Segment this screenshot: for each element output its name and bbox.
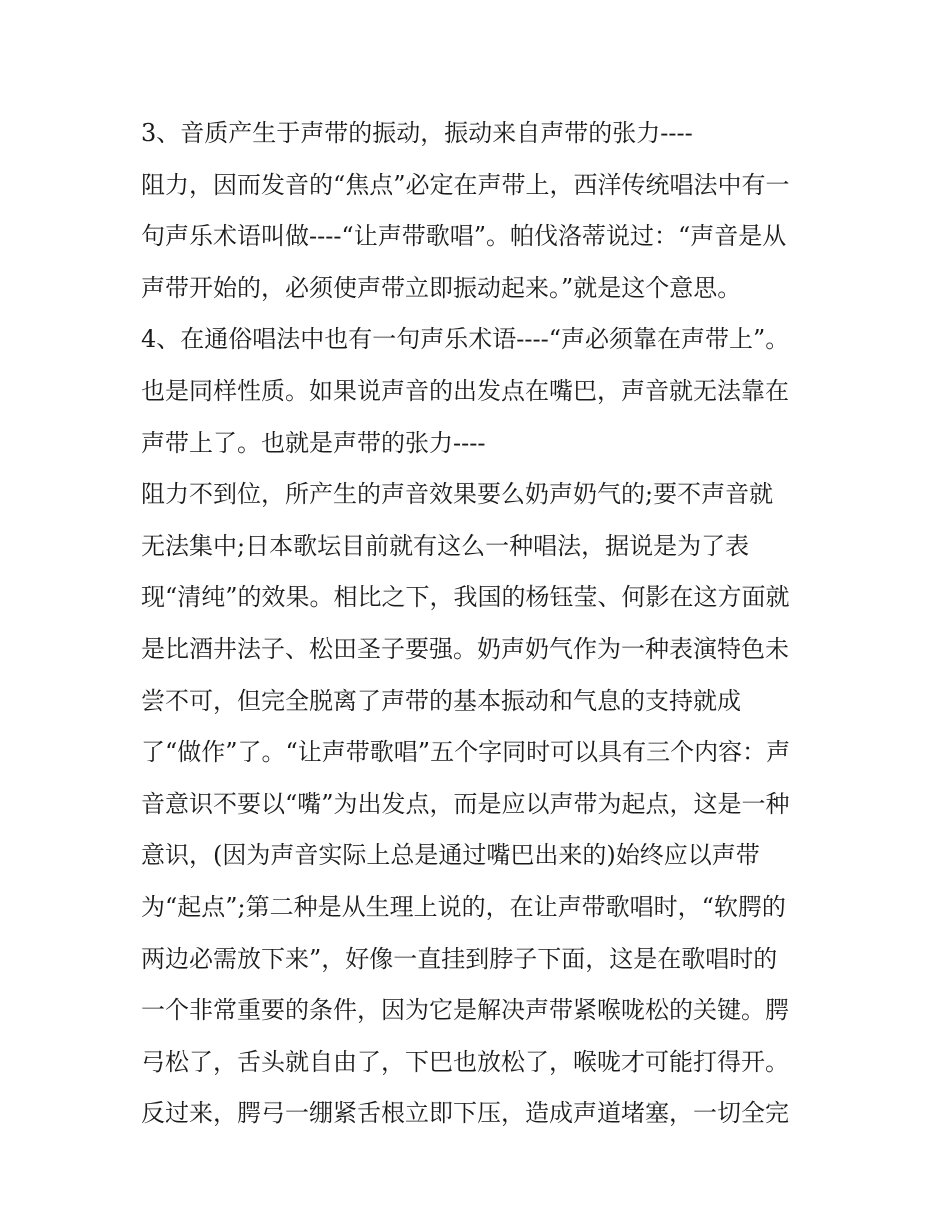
body-text xyxy=(141,108,821,1140)
text-line-10: 现“清纯”的效果。相比之下，我国的杨钰莹、何影在这方面就 xyxy=(141,583,790,612)
text-line-13: 了“做作”了。“让声带歌唱”五个字同时可以具有三个内容：声 xyxy=(141,738,791,767)
text-line-15: 意识，(因为声音实际上总是通过嘴巴出来的)始终应以声带 xyxy=(141,841,760,870)
text-line-17: 两边必需放下来”，好像一直挂到脖子下面，这是在歌唱时的 xyxy=(141,944,778,973)
text-line-20: 反过来，腭弓一绷紧舌根立即下压，造成声道堵塞，一切全完 xyxy=(141,1099,789,1128)
text-line-14: 音意识不要以“嘴”为出发点，而是应以声带为起点，这是一种 xyxy=(141,789,790,818)
text-line-11: 是比酒井法子、松田圣子要强。奶声奶气作为一种表演特色未 xyxy=(141,634,789,663)
text-line-12: 尝不可，但完全脱离了声带的基本振动和气息的支持就成 xyxy=(141,686,741,715)
text-line-7: 声带上了。也就是声带的张力---- xyxy=(141,428,486,457)
text-line-16: 为“起点”;第二种是从生理上说的，在让声带歌唱时，“软腭的 xyxy=(141,892,786,921)
text-line-4: 声带开始的，必须使声带立即振动起来。”就是这个意思。 xyxy=(141,273,742,302)
text-line-3: 句声乐术语叫做----“让声带歌唱”。帕伐洛蒂说过：“声音是从 xyxy=(141,222,787,251)
text-line-18: 一个非常重要的条件，因为它是解决声带紧喉咙松的关键。腭 xyxy=(141,996,789,1025)
text-line-8: 阻力不到位，所产生的声音效果要么奶声奶气的;要不声音就 xyxy=(141,480,774,509)
text-line-2: 阻力，因而发音的“焦点”必定在声带上，西洋传统唱法中有一 xyxy=(141,170,790,199)
text-line-19: 弓松了，舌头就自由了，下巴也放松了，喉咙才可能打得开。 xyxy=(141,1047,789,1076)
text-line-6: 也是同样性质。如果说声音的出发点在嘴巴，声音就无法靠在 xyxy=(141,376,789,405)
text-line-5: 4、在通俗唱法中也有一句声乐术语----“声必须靠在声带上”。 xyxy=(141,325,790,354)
text-line-9: 无法集中;日本歌坛目前就有这么一种唱法，据说是为了表 xyxy=(141,531,750,560)
text-line-1: 3、音质产生于声带的振动，振动来自声带的张力---- xyxy=(141,119,693,147)
